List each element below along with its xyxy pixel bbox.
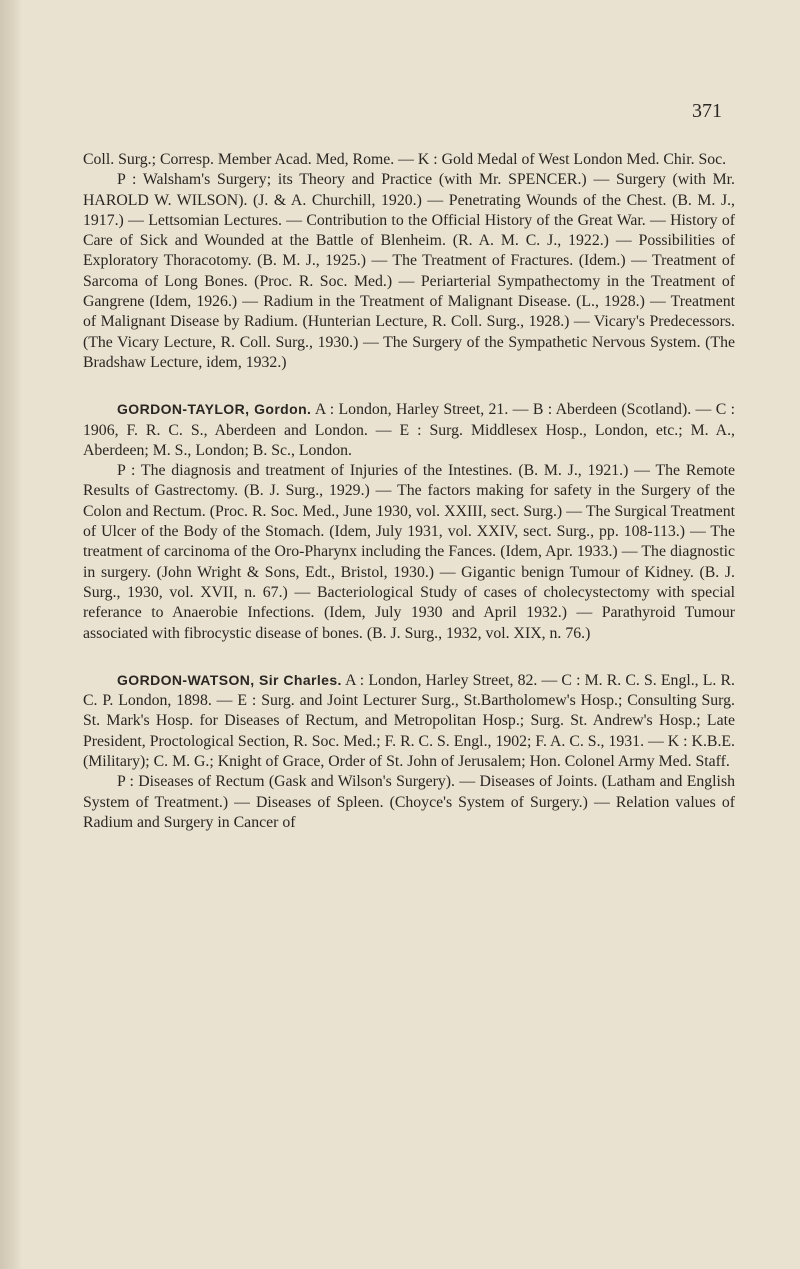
publications-paragraph: P : Walsham's Surgery; its Theory and Practice (with Mr. SPENCER.) — Surgery (with Mr. HAROLD W. WILSON). (J. & A. Churchill, 1920.) — Penetrating Wounds of the Chest. (B. M. J., 1917.) — Lettsomian Lectures. — Contribution to the Official History of the Great War. — History of Care of Sick and Wounded at the Battle of Blenheim. (R. A. M. C. J., 1922.) — Possibilities of Exploratory Thoracotomy. (B. M. J., 1925.) — The Treatment of Fractures. (Idem.) — Treatment of Sarcoma of Long Bones. (Proc. R. Soc. Med.) — Periarterial Sympathectomy in the Treatment of Gangrene (Idem, 1926.) — Radium in the Treatment of Malignant Disease. (L., 1928.) — Treatment of Malignant Disease by Radium. (Hunterian Lecture, R. Coll. Surg., 1928.) — Vicary's Predecessors. (The Vicary Lecture, R. Coll. Surg., 1930.) — The Surgery of the Sympathetic Nervous System. (The Bradshaw Lecture, idem, 1932.)	[83, 171, 735, 371]
entry-paragraph: Coll. Surg.; Corresp. Member Acad. Med, Rome. — K : Gold Medal of West London Med. Chir. Soc.	[83, 151, 727, 168]
page-gutter-shadow	[0, 0, 22, 1269]
entry-gordon-taylor	[83, 399, 735, 644]
entry-name: GORDON-WATSON, Sir Charles.	[117, 671, 342, 688]
entry-details: A : London, Harley Street, 82. — C : M. R. C. S. Engl., L. R. C. P. London, 1898. — E : Surg. and Joint Lecturer Surg., St.Bartholomew's Hosp.; Consulting Surg. St. Mark's Hosp. for Diseases of Rectum, and Metropolitan Hosp.; Surg. St. Andrew's Hosp.; Late President, Proctological Section, R. Soc. Med.; F. R. C. S. Engl., 1902; F. A. C. S., 1931. — K : K.B.E. (Military); C. M. G.; Knight of Grace, Order of St. John of Jerusalem; Hon. Colonel Army Med. Staff.	[83, 671, 735, 771]
entry-name: GORDON-TAYLOR, Gordon.	[117, 401, 312, 418]
page-number: 371	[692, 100, 722, 122]
entry-gordon-watson	[83, 670, 735, 833]
entry-paragraph	[83, 399, 735, 461]
entry-paragraph	[83, 670, 735, 772]
entry-continued	[83, 150, 735, 373]
publications-paragraph: P : Diseases of Rectum (Gask and Wilson's Surgery). — Diseases of Joints. (Latham and English System of Treatment.) — Diseases of Spleen. (Choyce's System of Surgery.) — Relation values of Radium and Surgery in Cancer of	[83, 773, 735, 831]
entry-details: A : London, Harley Street, 21. — B : Aberdeen (Scotland). — C : 1906, F. R. C. S., Aberdeen and London. — E : Surg. Middlesex Hosp., London, etc.; M. A., Aberdeen; M. S., London; B. Sc., London.	[83, 401, 736, 459]
page-body	[83, 150, 735, 859]
publications-paragraph: P : The diagnosis and treatment of Injuries of the Intestines. (B. M. J., 1921.) — The Remote Results of Gastrectomy. (B. J. Surg., 1929.) — The factors making for safety in the Surgery of the Colon and Rectum. (Proc. R. Soc. Med., June 1930, vol. XXIII, sect. Surg.) — The Surgical Treatment of Ulcer of the Body of the Stomach. (Idem, July 1931, vol. XXIV, sect. Surg., pp. 108-113.) — The treatment of carcinoma of the Oro-Pharynx including the Fances. (Idem, Apr. 1933.) — The diagnostic in surgery. (John Wright & Sons, Edt., Bristol, 1930.) — Gigantic benign Tumour of Kidney. (B. J. Surg., 1930, vol. XVII, n. 67.) — Bacteriological Study of cases of cholecystectomy with special referance to Anaerobie Infections. (Idem, July 1930 and April 1932.) — Parathyroid Tumour associated with fibrocystic disease of bones. (B. J. Surg., 1932, vol. XIX, n. 76.)	[83, 462, 735, 642]
